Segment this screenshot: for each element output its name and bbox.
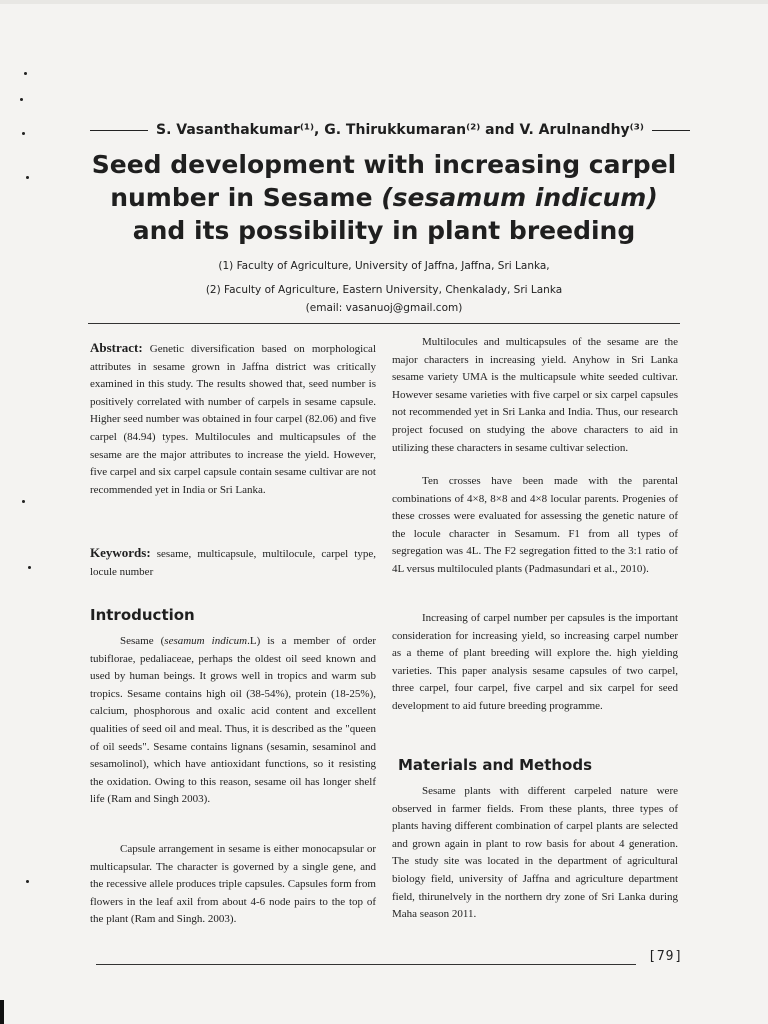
scan-speck [26, 176, 29, 179]
affiliation-1: (1) Faculty of Agriculture, University of Jaffna, Jaffna, Sri Lanka, [218, 260, 550, 272]
body-text: Increasing of carpel number per capsules is the important consideration for increasing yield, so increasing carpel number as a theme of plant breeding will explore the. high yielding varieties. This paper analysis sesame capsules of two carpel, three carpel, four carpel, five carpel and six carpel for seed development to aid future breeding programme. [392, 612, 678, 712]
materials-methods-para-1 [392, 783, 678, 924]
body-text: Multilocules and multicapsules of the sesame are the major characters in increasing yield. Anyhow in Sri Lanka sesame variety UMA is the multicapsule white seeded cultivar. However sesame varieties with five carpel or six carpel capsules not recommended yet in Sri Lanka and India. Thus, our research project focused on studying the above characters to aid in utilizing these characters in sesame cultivar selection. [392, 336, 678, 454]
email: (email: vasanuoj@gmail.com) [305, 302, 463, 314]
abstract-text: Genetic diversification based on morphological attributes in sesame grown in Jaffna district was critically examined in this study. The results showed that, seed number is positively correlated with number of carpels in sesame capsule. Higher seed number was obtained in four carpel (82.06) and five carpel (84.94) types. Multilocules and multicapsules of the sesame are the major attributes to increase the yield. However, five carpel and six carpel capsule contain sesame cultivar are not recommended yet in India or Sri Lanka. [90, 343, 376, 496]
paper-title [80, 148, 688, 247]
divider [652, 130, 690, 131]
intro-text: Sesame ( [120, 635, 165, 647]
title-species: (sesamum indicum) [381, 183, 658, 212]
title-text: Seed development with increasing carpel number in Sesame [91, 150, 677, 212]
scan-speck [22, 500, 25, 503]
materials-methods-heading: Materials and Methods [398, 756, 593, 774]
scan-speck [24, 72, 27, 75]
authors: S. Vasanthakumar⁽¹⁾, G. Thirukkumaran⁽²⁾ and V. Arulnandhy⁽³⁾ [156, 122, 644, 138]
introduction-para-2 [90, 841, 376, 929]
abstract-label: Abstract: [90, 340, 143, 355]
body-text: Sesame plants with different carpeled nature were observed in farmer fields. From these plants, three types of plants having different combination of carpel plants are selected and grown again in plant to row basis for about 4 generation. The study site was located in the department of agricultural biology field, university of Jaffna and agriculture department field, thirunelvely in the northern dry zone of Sri Lanka during Maha season 2011. [392, 785, 678, 921]
intro-text: .L) is a member of order tubiflorae, pedaliaceae, perhaps the oldest oil seed known and used by human beings. It grows well in tropics and warm sub tropics. Sesame contains high oil (38-54%), protein (18-25%), calcium, phosphorous and oxalic acid content and excellent qualities of seed oil and meal. Thus, it is described as the "queen of oil seeds". Sesame contains lignans (sesamin, sesaminol and sesamolinol), which have antioxidant functions, so it resisting the oxidation. Owing to this reason, sesame oil has longer shelf life (Ram and Singh 2003). [90, 635, 376, 806]
right-para-1 [392, 334, 678, 457]
scan-speck [22, 132, 25, 135]
abstract [90, 339, 376, 499]
scan-speck [28, 566, 31, 569]
introduction-heading: Introduction [90, 606, 195, 624]
keywords-text: sesame, multicapsule, multilocule, carpel type, locule number [90, 548, 376, 578]
intro-text: Capsule arrangement in sesame is either monocapsular or multicapsular. The character is governed by a single gene, and the recessive allele produces triple capsules. Capsules form from flowers in the leaf axil from about 4-6 node pairs to the top of the plant (Ram and Singh. 2003). [90, 843, 376, 926]
right-para-3 [392, 610, 678, 716]
scan-edge [0, 1000, 4, 1024]
keywords-label: Keywords: [90, 545, 151, 560]
scan-speck [20, 98, 23, 101]
keywords [90, 544, 376, 581]
divider [90, 130, 148, 131]
scan-edge [0, 0, 768, 4]
title-text: and its possibility in plant breeding [132, 216, 636, 245]
footer-divider [96, 964, 636, 965]
authors-line [90, 122, 690, 138]
intro-species: sesamum indicum [164, 635, 248, 647]
page-number: [79] [648, 949, 684, 964]
divider [88, 323, 680, 324]
body-text: Ten crosses have been made with the parental combinations of 4×8, 8×8 and 4×8 locular parents. Progenies of these crosses were evaluated for assessing the genetic nature of the locule character in Sesamum. F1 from all types of segregation was 4L. The F2 segregation fitted to the 3:1 ratio of 4L versus multiloculed plants (Padmasundari et al., 2010). [392, 475, 678, 575]
scan-speck [26, 880, 29, 883]
introduction-para-1 [90, 633, 376, 809]
affiliation-2: (2) Faculty of Agriculture, Eastern University, Chenkalady, Sri Lanka [205, 284, 563, 296]
right-para-2 [392, 473, 678, 579]
